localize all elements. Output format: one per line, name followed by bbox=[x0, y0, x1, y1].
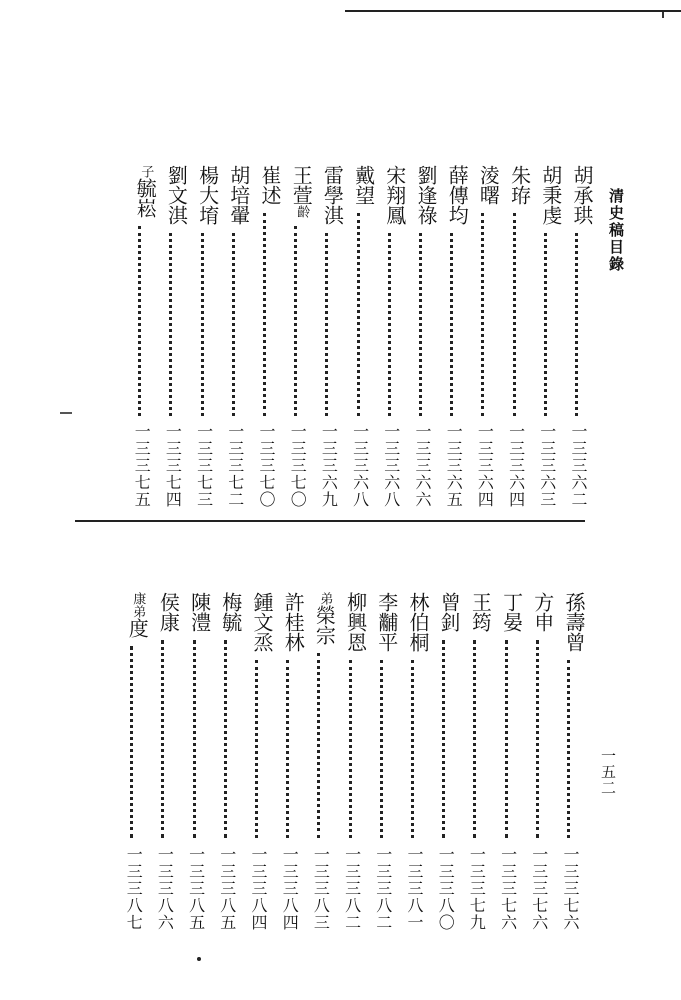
toc-entry-page: 一三三八四 bbox=[280, 846, 300, 931]
toc-entry[interactable] bbox=[310, 592, 337, 931]
leader-dots bbox=[536, 640, 539, 838]
leader-dots bbox=[263, 213, 266, 416]
toc-entry-name bbox=[289, 165, 313, 218]
toc-entry-name-text: 王筠 bbox=[468, 592, 493, 632]
toc-entry-name bbox=[196, 165, 220, 225]
section-divider bbox=[75, 520, 585, 522]
toc-entry-note: 齡 bbox=[294, 205, 310, 218]
toc-entry-name bbox=[437, 592, 461, 632]
toc-entry[interactable] bbox=[404, 592, 430, 931]
toc-entry-name-text: 侯康 bbox=[156, 592, 181, 632]
toc-entry[interactable] bbox=[194, 165, 220, 508]
toc-entry[interactable] bbox=[537, 165, 563, 508]
toc-entry[interactable] bbox=[498, 592, 524, 931]
leader-dots bbox=[388, 233, 391, 416]
toc-entry-relation: 弟 bbox=[317, 592, 333, 605]
toc-entry-name bbox=[476, 165, 500, 205]
toc-entry-name bbox=[258, 165, 282, 205]
toc-entry[interactable] bbox=[342, 592, 368, 931]
toc-entry-name bbox=[227, 165, 251, 225]
toc-entry-page: 一三三八二 bbox=[342, 846, 362, 931]
toc-entry[interactable] bbox=[217, 592, 243, 931]
toc-entry-name bbox=[250, 592, 274, 652]
toc-entry-name bbox=[508, 165, 532, 205]
toc-entry-page: 一三三七二 bbox=[225, 423, 245, 508]
toc-entry-page: 一三三七六 bbox=[498, 846, 518, 931]
toc-entry[interactable] bbox=[248, 592, 274, 931]
toc-entry-name-text: 許桂林 bbox=[281, 592, 306, 652]
toc-entry-name-text: 李黼平 bbox=[374, 592, 399, 652]
leader-dots bbox=[442, 640, 445, 838]
margin-dash bbox=[60, 412, 72, 414]
toc-entry-name-text: 梅毓 bbox=[218, 592, 243, 632]
page-number: 一五二 bbox=[599, 748, 617, 796]
leader-dots bbox=[232, 233, 235, 416]
toc-entry[interactable] bbox=[162, 165, 189, 508]
toc-entry[interactable] bbox=[466, 592, 493, 931]
toc-entry[interactable] bbox=[287, 165, 314, 508]
toc-entry-page: 一三三六九 bbox=[319, 423, 339, 508]
toc-entry-name-text: 丁晏 bbox=[499, 592, 524, 632]
leader-dots bbox=[380, 660, 383, 838]
toc-entry[interactable] bbox=[123, 592, 150, 931]
toc-entry-name-text: 陳澧 bbox=[187, 592, 212, 632]
toc-entry-name bbox=[188, 592, 212, 632]
toc-entry[interactable] bbox=[318, 165, 345, 508]
toc-entry[interactable] bbox=[529, 592, 555, 931]
toc-entry[interactable] bbox=[381, 165, 407, 508]
leader-dots bbox=[201, 233, 204, 416]
toc-entry[interactable] bbox=[506, 165, 532, 508]
toc-entry-name-text: 胡秉虔 bbox=[538, 165, 563, 225]
toc-entry-page: 一三三八六 bbox=[155, 846, 175, 931]
leader-dots bbox=[450, 233, 453, 416]
leader-dots bbox=[544, 233, 547, 416]
toc-entry-page: 一三三六四 bbox=[506, 423, 526, 508]
toc-entry-name bbox=[281, 592, 305, 652]
leader-dots bbox=[419, 233, 422, 416]
leader-dots bbox=[411, 660, 414, 838]
toc-entry[interactable] bbox=[443, 165, 470, 508]
toc-entry-name bbox=[164, 165, 188, 225]
toc-entry-page: 一三三七九 bbox=[467, 846, 487, 931]
toc-entry-page: 一三三八三 bbox=[311, 846, 331, 931]
toc-entry-name bbox=[531, 592, 555, 632]
toc-entry-page: 一三三八〇 bbox=[436, 846, 456, 931]
toc-entry-name-text: 薛傳均 bbox=[445, 165, 470, 225]
toc-entry-name bbox=[375, 592, 399, 652]
toc-entry-name-text: 度 bbox=[125, 618, 150, 638]
toc-entry[interactable] bbox=[154, 592, 181, 931]
toc-entry-page: 一三三八七 bbox=[124, 846, 144, 931]
leader-dots bbox=[294, 226, 297, 416]
toc-entry-page: 一三三六八 bbox=[381, 423, 401, 508]
toc-entry-page: 一三三七四 bbox=[163, 423, 183, 508]
leader-dots bbox=[224, 640, 227, 838]
toc-entry-name bbox=[133, 165, 157, 218]
leader-dots bbox=[325, 233, 328, 416]
toc-entry[interactable] bbox=[350, 165, 376, 508]
toc-entry-name-text: 孫壽曾 bbox=[562, 592, 586, 652]
toc-entry-page: 一三三七六 bbox=[529, 846, 549, 931]
toc-entry-name bbox=[445, 165, 469, 225]
leader-dots bbox=[317, 653, 320, 838]
toc-entry-name-text: 毓崧 bbox=[133, 178, 158, 218]
running-header: 清史稿目錄 bbox=[607, 188, 625, 273]
toc-entry-name-text: 方申 bbox=[530, 592, 555, 632]
toc-entry[interactable] bbox=[373, 592, 399, 931]
leader-dots bbox=[505, 640, 508, 838]
toc-entry-name bbox=[500, 592, 524, 632]
toc-entry-page: 一三三七五 bbox=[132, 423, 152, 508]
toc-entry-name-text: 雷學淇 bbox=[320, 165, 345, 225]
toc-entry-name bbox=[344, 592, 368, 652]
toc-entry-page: 一三三六三 bbox=[537, 423, 557, 508]
toc-entry-name-text: 胡承珙 bbox=[570, 165, 594, 225]
toc-entry-name-text: 劉逢祿 bbox=[414, 165, 438, 225]
toc-entry-page: 一三三七三 bbox=[194, 423, 214, 508]
leader-dots bbox=[169, 233, 172, 416]
leader-dots bbox=[130, 646, 133, 838]
toc-entry-name-text: 戴望 bbox=[351, 165, 376, 205]
toc-entry-name-text: 曾釗 bbox=[437, 592, 462, 632]
toc-entry-page: 一三三七六 bbox=[561, 846, 580, 931]
toc-entry-name bbox=[539, 165, 563, 225]
toc-entry-page: 一三三六五 bbox=[444, 423, 464, 508]
margin-dot bbox=[197, 957, 201, 961]
toc-entry-name-text: 林伯桐 bbox=[406, 592, 430, 652]
toc-entry-name-text: 楊大堉 bbox=[195, 165, 220, 225]
toc-entry[interactable] bbox=[131, 165, 158, 508]
leader-dots bbox=[567, 660, 570, 838]
toc-entry-name-text: 劉文淇 bbox=[164, 165, 189, 225]
leader-dots bbox=[349, 660, 352, 838]
leader-dots bbox=[161, 640, 164, 838]
toc-entry-name bbox=[468, 592, 492, 632]
leader-dots bbox=[357, 213, 360, 416]
toc-entry-name-text: 淩曙 bbox=[476, 165, 501, 205]
toc-entry-name-text: 王萱 bbox=[289, 165, 314, 205]
toc-entry-name bbox=[125, 592, 149, 638]
toc-entry-name bbox=[406, 592, 430, 652]
toc-entry-name bbox=[320, 165, 344, 225]
leader-dots bbox=[473, 640, 476, 838]
toc-entry-name bbox=[156, 592, 180, 632]
top-rule bbox=[345, 10, 681, 12]
toc-entry-name bbox=[414, 165, 438, 225]
toc-entry-page: 一三三七〇 bbox=[257, 423, 276, 508]
toc-entry[interactable] bbox=[279, 592, 306, 931]
toc-entry[interactable] bbox=[474, 165, 501, 508]
toc-entry-relation: 子 bbox=[138, 165, 154, 178]
toc-entry-name bbox=[562, 592, 586, 652]
toc-entry-name-text: 朱珔 bbox=[507, 165, 532, 205]
toc-entry[interactable] bbox=[568, 165, 594, 508]
toc-entry-page: 一三三八五 bbox=[217, 846, 237, 931]
toc-entry[interactable] bbox=[225, 165, 251, 508]
toc-entry-name-text: 柳興恩 bbox=[343, 592, 368, 652]
leader-dots bbox=[193, 640, 196, 838]
toc-entry-page: 一三三七〇 bbox=[288, 423, 308, 508]
leader-dots bbox=[286, 660, 289, 838]
toc-entry-name-text: 宋翔鳳 bbox=[382, 165, 407, 225]
leader-dots bbox=[575, 233, 578, 416]
leader-dots bbox=[255, 660, 258, 838]
toc-entry-page: 一三三八四 bbox=[249, 846, 268, 931]
toc-entry-name bbox=[570, 165, 594, 225]
toc-entry[interactable] bbox=[435, 592, 462, 931]
toc-entry-page: 一三三八一 bbox=[405, 846, 424, 931]
toc-entry-name bbox=[352, 165, 376, 205]
toc-entry-name-text: 胡培翬 bbox=[226, 165, 251, 225]
top-tick-mark bbox=[662, 12, 664, 18]
toc-entry-page: 一三三八五 bbox=[186, 846, 206, 931]
toc-entry-page: 一三三六二 bbox=[569, 423, 588, 508]
toc-entry-name-text: 鍾文烝 bbox=[250, 592, 274, 652]
toc-entry-page: 一三三六四 bbox=[475, 423, 495, 508]
toc-entry-relation: 康弟 bbox=[130, 592, 146, 618]
toc-entry[interactable] bbox=[560, 592, 586, 931]
toc-entry-name-text: 榮宗 bbox=[312, 605, 337, 645]
toc-entry-page: 一三三八二 bbox=[373, 846, 393, 931]
toc-entry[interactable] bbox=[186, 592, 212, 931]
toc-entry-name bbox=[312, 592, 336, 645]
leader-dots bbox=[513, 213, 516, 416]
leader-dots bbox=[481, 213, 484, 416]
toc-entry-name-text: 崔述 bbox=[258, 165, 282, 205]
toc-entry-name bbox=[219, 592, 243, 632]
toc-entry-page: 一三三六六 bbox=[413, 423, 432, 508]
toc-entry-name bbox=[383, 165, 407, 225]
toc-entry[interactable] bbox=[256, 165, 282, 508]
leader-dots bbox=[138, 226, 141, 416]
toc-entry-page: 一三三六八 bbox=[350, 423, 370, 508]
toc-entry[interactable] bbox=[412, 165, 438, 508]
